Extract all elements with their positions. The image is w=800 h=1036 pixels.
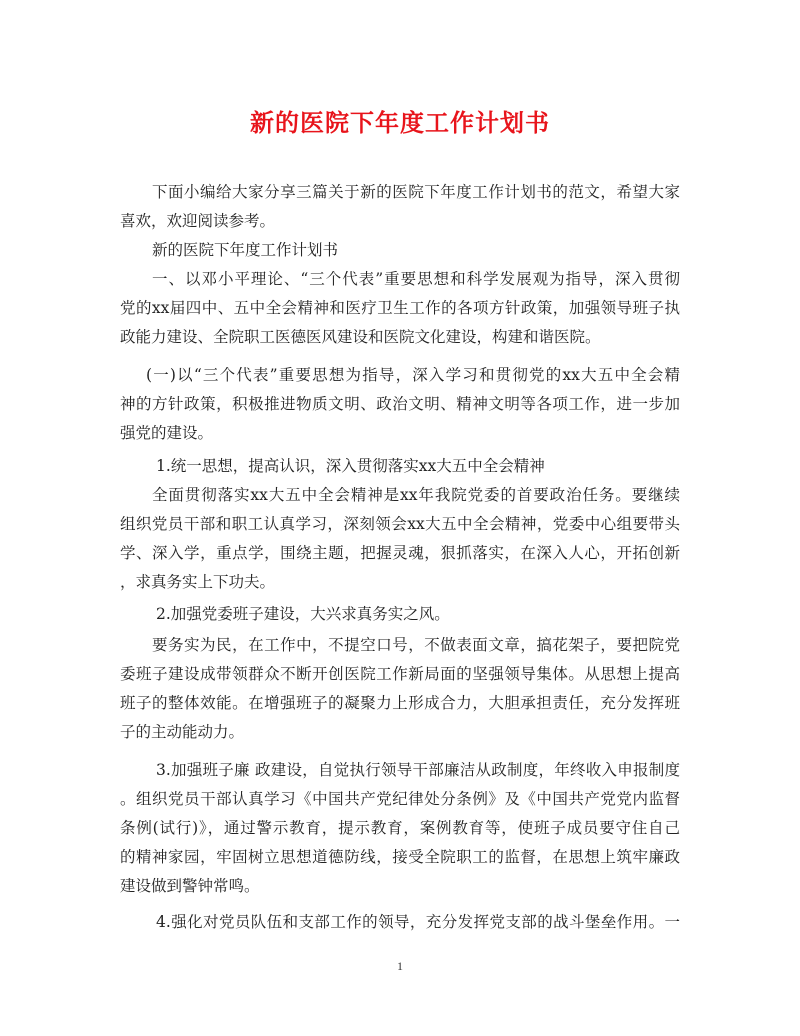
text-line: 3.加强班子廉 政建设，自觉执行领导干部廉洁从政制度，年终收入申报制度	[156, 761, 680, 779]
text-line: 强党的建设。	[120, 424, 214, 442]
text-line: 建设做到警钟常鸣。	[120, 877, 260, 895]
page-number: 1	[397, 959, 403, 973]
text-line: 神的方针政策，积极推进物质文明、政治文明、精神文明等各项工作，进一步加	[120, 395, 680, 413]
text-line: 党的xx届四中、五中全会精神和医疗卫生工作的各项方针政策，加强领导班子执	[120, 299, 680, 317]
text-line: 2.加强党委班子建设，大兴求真务实之风。	[156, 605, 450, 623]
text-line: 下面小编给大家分享三篇关于新的医院下年度工作计划书的范文，希望大家	[152, 183, 680, 201]
text-line: 全面贯彻落实xx大五中全会精神是xx年我院党委的首要政治任务。要继续	[152, 486, 680, 504]
text-line: 1.统一思想，提高认识，深入贯彻落实xx大五中全会精神	[156, 457, 545, 475]
text-line: 喜欢，欢迎阅读参考。	[120, 212, 276, 230]
text-line: 组织党员干部和职工认真学习，深刻领会xx大五中全会精神，党委中心组要带头	[120, 515, 680, 533]
text-line: ，求真务实上下功夫。	[120, 573, 276, 591]
text-line: 学、深入学，重点学，围绕主题，把握灵魂，狠抓落实，在深入人心，开拓创新	[120, 544, 680, 562]
text-line: 委班子建设成带领群众不断开创医院工作新局面的坚强领导集体。从思想上提高	[120, 665, 680, 683]
text-line: 一、以邓小平理论、“三个代表”重要思想和科学发展观为指导，深入贯彻	[152, 270, 680, 288]
text-line: 子的主动能动力。	[120, 723, 245, 741]
text-line: 政能力建设、全院职工医德医风建设和医院文化建设，构建和谐医院。	[120, 328, 601, 346]
text-line: 。组织党员干部认真学习《中国共产党纪律处分条例》及《中国共产党党内监督	[120, 790, 680, 808]
document-title: 新的医院下年度工作计划书	[250, 108, 550, 137]
text-line: 的精神家园，牢固树立思想道德防线，接受全院职工的监督，在思想上筑牢廉政	[120, 848, 680, 866]
text-line: 班子的整体效能。在增强班子的凝聚力上形成合力，大胆承担责任，充分发挥班	[120, 694, 680, 712]
text-line: 条例(试行)》，通过警示教育，提示教育，案例教育等，使班子成员要守住自己	[120, 819, 680, 837]
text-line: 要务实为民，在工作中，不提空口号，不做表面文章，搞花架子，要把院党	[152, 636, 680, 654]
text-line: 4.强化对党员队伍和支部工作的领导，充分发挥党支部的战斗堡垒作用。一	[156, 913, 680, 931]
section-heading: 新的医院下年度工作计划书	[152, 241, 339, 259]
text-line: (一)以“三个代表”重要思想为指导，深入学习和贯彻党的xx大五中全会精	[146, 366, 680, 384]
